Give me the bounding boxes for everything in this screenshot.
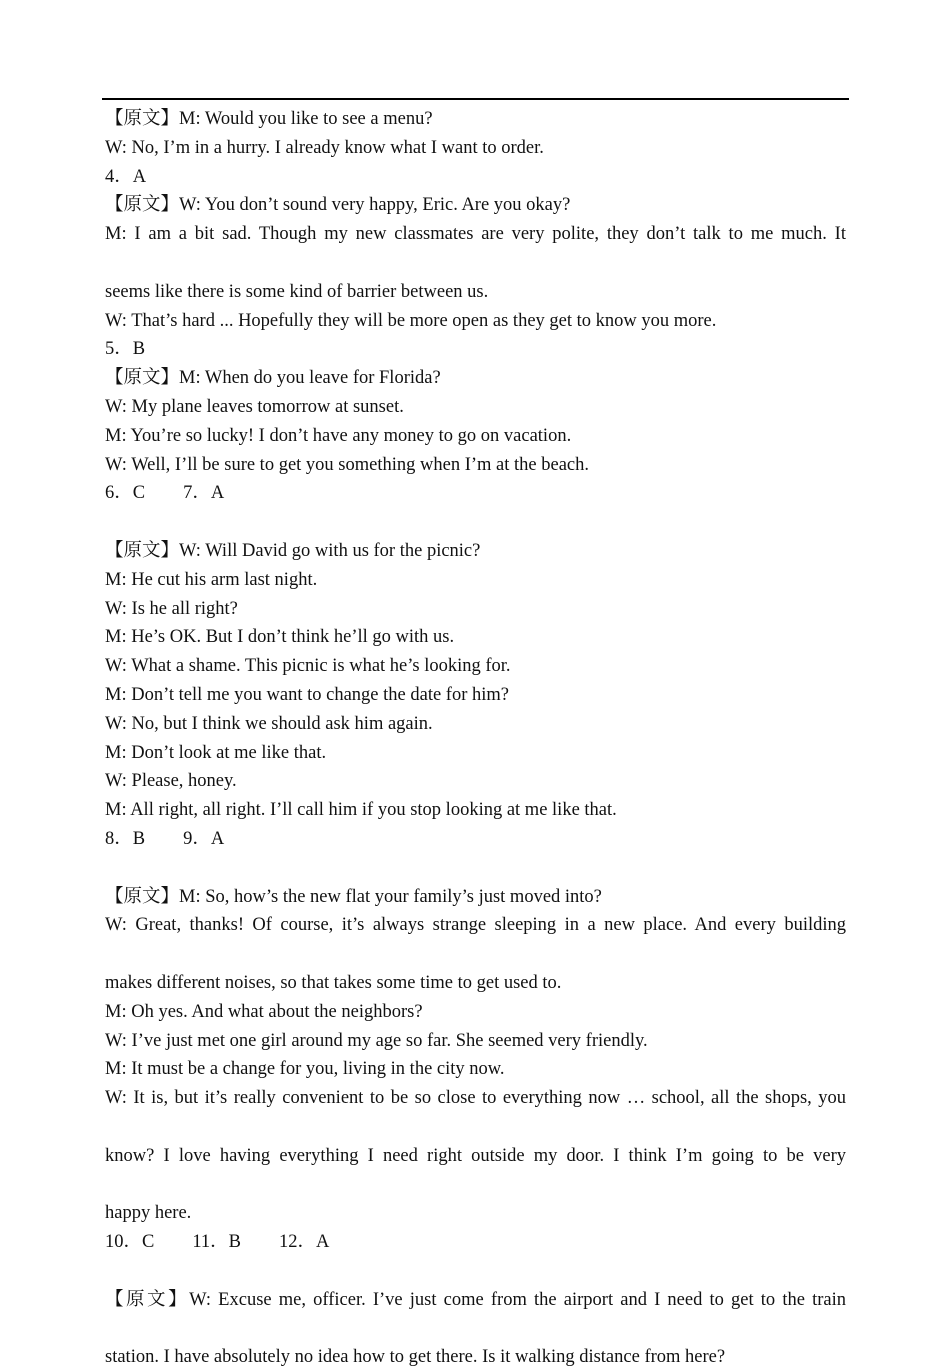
- header-rule: [102, 98, 849, 100]
- answer-key-line: [105, 825, 846, 854]
- transcript-line: 【原文】M: Would you like to see a menu?: [105, 109, 433, 129]
- transcript-line: W: No, I’m in a hurry. I already know what I want to order.: [105, 137, 544, 158]
- transcript-line: M: Oh yes. And what about the neighbors?: [105, 1001, 423, 1022]
- answer-item: 10．C: [105, 1232, 155, 1253]
- transcript-line: M: It must be a change for you, living in the city now.: [105, 1059, 505, 1080]
- transcript-paragraph-line: 【原文】W: Excuse me, officer. I’ve just come from the airport and I need to get to the train: [105, 1289, 846, 1310]
- answer-item: 12．A: [279, 1232, 330, 1253]
- transcript-line: W: What a shame. This picnic is what he’s looking for.: [105, 656, 511, 677]
- transcript-line: W: That’s hard ... Hopefully they will be more open as they get to know you more.: [105, 310, 717, 331]
- answer-key-line: [105, 163, 846, 192]
- transcript-line: W: Is he all right?: [105, 598, 238, 619]
- transcript-line: M: Don’t look at me like that.: [105, 742, 327, 763]
- transcript-content: [105, 105, 846, 1372]
- transcript-paragraph-line: W: It is, but it’s really convenient to be so close to everything now … school, all the shops, you: [105, 1088, 846, 1109]
- transcript-paragraph-line: W: Great, thanks! Of course, it’s always strange sleeping in a new place. And every building: [105, 915, 846, 936]
- answer-item: 4．A: [105, 166, 147, 187]
- transcript-line: 【原文】W: Will David go with us for the picnic?: [105, 540, 481, 561]
- answer-item: 6．C: [105, 483, 146, 504]
- transcript-line: M: He’s OK. But I don’t think he’ll go with us.: [105, 627, 455, 648]
- answer-key-line: [105, 479, 846, 508]
- blank-line: [105, 508, 846, 537]
- blank-line: [105, 854, 846, 883]
- transcript-paragraph-line: M: I am a bit sad. Though my new classmates are very polite, they don’t talk to me much. It: [105, 224, 846, 245]
- transcript-line: W: I’ve just met one girl around my age so far. She seemed very friendly.: [105, 1030, 648, 1051]
- transcript-line: W: Please, honey.: [105, 771, 237, 792]
- transcript-line: 【原文】M: So, how’s the new flat your family’s just moved into?: [105, 886, 602, 907]
- answer-item: 7．A: [183, 483, 225, 504]
- answer-item: 5．B: [105, 339, 146, 360]
- transcript-line: M: Don’t tell me you want to change the date for him?: [105, 684, 509, 705]
- transcript-line: W: My plane leaves tomorrow at sunset.: [105, 396, 404, 417]
- answer-item: 9．A: [183, 828, 225, 849]
- transcript-line: 【原文】M: When do you leave for Florida?: [105, 368, 441, 389]
- transcript-line: M: All right, all right. I’ll call him if you stop looking at me like that.: [105, 800, 617, 821]
- transcript-line: 【原文】W: You don’t sound very happy, Eric. Are you okay?: [105, 195, 571, 216]
- transcript-paragraph-line: happy here.: [105, 1203, 192, 1224]
- answer-item: 11．B: [192, 1232, 241, 1253]
- transcript-paragraph-line: seems like there is some kind of barrier between us.: [105, 281, 489, 302]
- transcript-line: M: You’re so lucky! I don’t have any money to go on vacation.: [105, 425, 572, 446]
- answer-key-line: [105, 1228, 846, 1257]
- answer-item: 8．B: [105, 828, 146, 849]
- transcript-paragraph-line: makes different noises, so that takes some time to get used to.: [105, 972, 562, 993]
- blank-line: [105, 1257, 846, 1286]
- transcript-paragraph-line: station. I have absolutely no idea how to get there. Is it walking distance from here?: [105, 1347, 726, 1368]
- transcript-line: W: No, but I think we should ask him again.: [105, 713, 433, 734]
- transcript-line: W: Well, I’ll be sure to get you something when I’m at the beach.: [105, 454, 589, 475]
- transcript-line: M: He cut his arm last night.: [105, 569, 318, 590]
- answer-key-line: [105, 335, 846, 364]
- transcript-paragraph-line: know? I love having everything I need right outside my door. I think I’m going to be very: [105, 1145, 846, 1166]
